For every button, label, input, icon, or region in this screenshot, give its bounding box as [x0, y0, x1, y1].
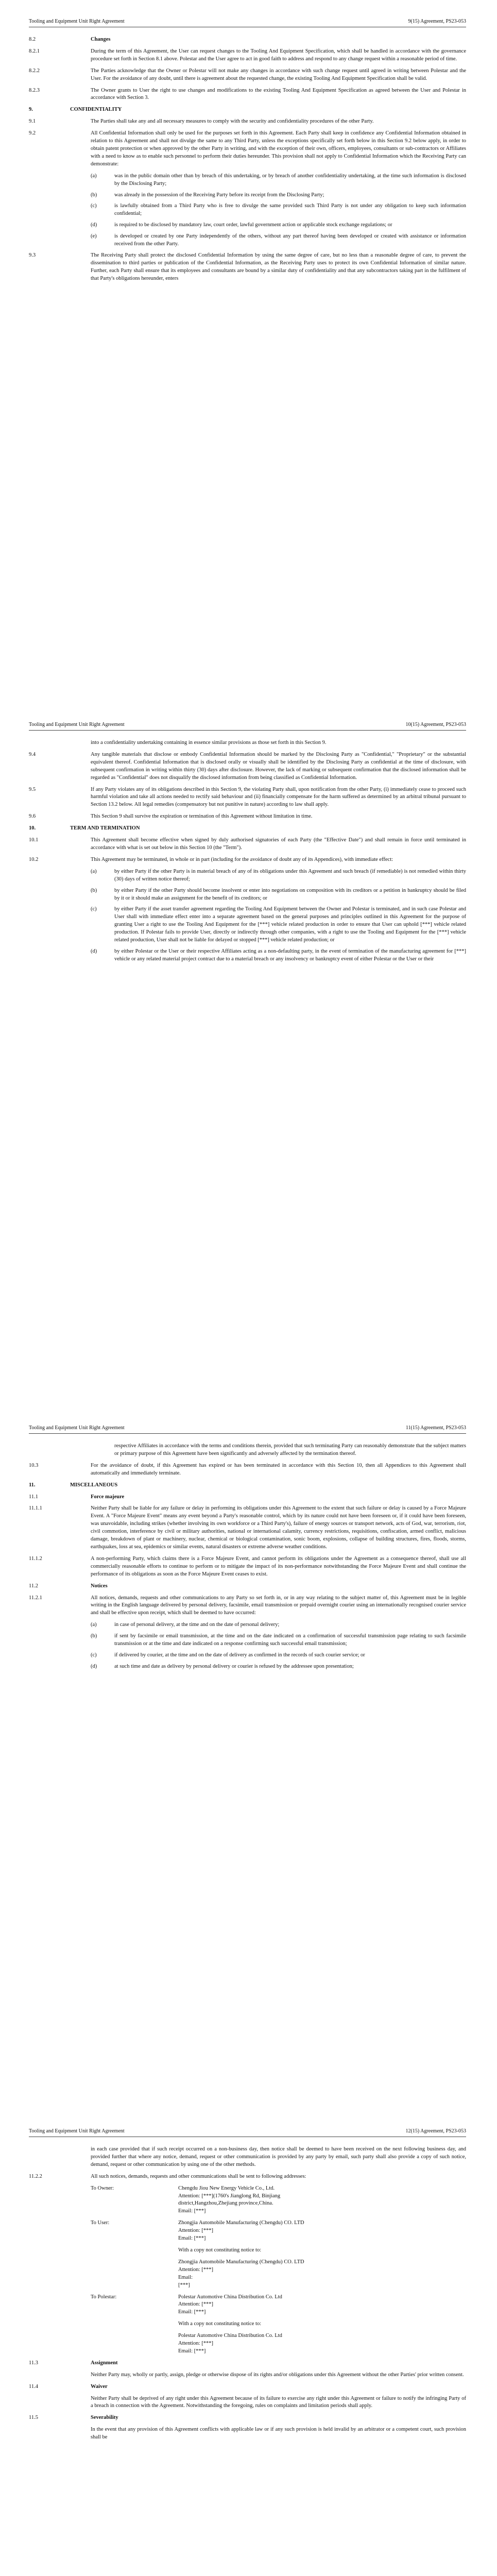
- header-rule: [29, 1433, 466, 1434]
- header-rule: [29, 730, 466, 731]
- item-label: (b): [91, 887, 97, 893]
- notice-address: [178, 2185, 466, 2216]
- notice-user: [91, 2219, 466, 2289]
- address-line: Attention: [***](1760's Jianglong Rd, Binjiang: [178, 2193, 281, 2199]
- section-number: 9.: [29, 107, 33, 113]
- page-9: [0, 0, 497, 703]
- section-heading: Changes: [91, 37, 111, 42]
- address-line: Email: [***]: [178, 2208, 206, 2214]
- page-content: [29, 1443, 466, 2063]
- section-heading: TERM AND TERMINATION: [70, 825, 140, 832]
- item-label: (d): [91, 1663, 97, 1669]
- section-number: 9.1: [29, 118, 36, 125]
- address-line: Zhongjia Automobile Manufacturing (Chengdu) CO. LTD: [178, 2220, 304, 2226]
- header-page-ref: 9(15) Agreement, PS23-053: [408, 19, 466, 24]
- section-number: 10.3: [29, 1462, 39, 1468]
- clause-text: For the avoidance of doubt, if this Agreement has expired or has been terminated in accordance with this Section 10, then all Appendices to this Agreement shall automatically and immediately terminate.: [91, 1462, 466, 1476]
- item-label: (c): [91, 203, 97, 209]
- page-header: [29, 2128, 466, 2136]
- section-heading: Notices: [91, 1583, 108, 1589]
- item-text: is developed or created by one Party independently of the others, without any part thereof having been developed or created with assistance or information received from the other Party.: [114, 233, 466, 247]
- clause-text: This Section 9 shall survive the expiration or termination of this Agreement without limitation in time.: [91, 814, 313, 820]
- section-number: 10.2: [29, 856, 39, 862]
- section-number: 9.6: [29, 814, 36, 820]
- section-number: 11.: [29, 1482, 36, 1488]
- continued-text: into a confidentiality undertaking containing in essence similar provisions as those set forth in this Section 9.: [91, 740, 327, 745]
- section-number: 11.2.2: [29, 2173, 42, 2179]
- notice-address: [178, 2294, 466, 2355]
- section-heading: MISCELLANEOUS: [70, 1482, 118, 1488]
- copy-notice-label: With a copy not constituting notice to:: [178, 2321, 262, 2327]
- clause-text: All notices, demands, requests and other communications to any Party so set forth in, or in any way relating to the subject matter of, this Agreement must be in legible writing in the English language delivered by personal delivery, facsimile, email transmission or prepaid overnight courier using an internationally recognised courier service and shall be effective upon receipt, which shall be deemed to have occurred:: [91, 1595, 466, 1616]
- item-label: (e): [91, 233, 97, 240]
- clause-text: All such notices, demands, requests and other communications shall be sent to following addresses:: [91, 2173, 306, 2179]
- item-text: was in the public domain other than by breach of this undertaking, or by breach of another confidentiality undertaking, at the time such information is disclosed by the Disclosing Party;: [114, 173, 466, 187]
- page-content: [29, 739, 466, 1360]
- address-line: [***]: [178, 2282, 190, 2288]
- section-number: 11.1: [29, 1494, 38, 1500]
- clause-text: The Receiving Party shall protect the disclosed Confidential Information by using the same degree of care, but no less than a reasonable degree of care, to prevent the dissemination to third parties or publication of the Confidential Information, as the Receiving Party uses to protect its own Confidential Information of similar nature. Further, each Party shall ensure that its employees and consultants are bound by a similar duty of confidentiality and that any subcontractors taking part in the fulfilment of that Party's obligations hereunder, enters: [91, 252, 466, 281]
- clause-text: This Agreement shall become effective when signed by duly authorised signatories of each Party (the "Effective Date") and shall remain in force until terminated in accordance with what is set out below in this Section 10 (the "Term").: [91, 837, 466, 851]
- clause-text: Any tangible materials that disclose or embody Confidential Information should be marked by the Disclosing Party as "Confidential," "Proprietary" or the substantial equivalent thereof. Confidential Information that is disclosed orally or visually shall be identified by the Disclosing Party as confidential at the time of disclosure, with subsequent confirmation in writing within thirty (30) days after disclosure. However, the lack of marking or subsequent confirmation that the disclosed information shall be regarded as "Confidential" does not disqualify the disclosed information from being classified as Confidential Information.: [91, 751, 466, 781]
- item-text: by either Party if the other Party is in material breach of any of its obligations under this Agreement and such breach (if remediable) is not remedied within thirty (30) days of written notice thereof;: [114, 868, 466, 882]
- address-line: Email: [***]: [178, 2235, 206, 2242]
- address-line: Polestar Automotive China Distribution Co. Ltd: [178, 2333, 282, 2339]
- section-number: 9.3: [29, 252, 36, 258]
- section-number: 9.5: [29, 786, 36, 792]
- notice-owner: [91, 2185, 466, 2216]
- clause-text: All Confidential Information shall only be used for the purposes set forth in this Agreement. Each Party shall keep in confidence any Confidential Information obtained in relation to this Agreement and shall not divulge the same to any Third Party, unless the exceptions specifically set forth below in this Section 9.2 below apply, in order to obtain patent protection or when approved by the other Party in writing, and with the exception of their own, officers, employees, consultants or sub-contractors or Affiliates with a need to know as to enable such personnel to perform their duties hereunder. This provision shall not apply to Confidential Information which the Receiving Party can demonstrate:: [91, 130, 466, 167]
- section-heading: Waiver: [91, 2383, 108, 2389]
- item-text: if sent by facsimile or email transmission, at the time and on the date indicated on a confirmation of successful transmission page relating to such facsimile transmission or at the time and date indicated on a response confirming such successful email transmission;: [114, 1633, 466, 1647]
- notice-recipient-label: To Polestar:: [91, 2294, 117, 2300]
- page-10: [0, 703, 497, 1406]
- address-line: Attention: [***]: [178, 2228, 213, 2234]
- continued-text: in each case provided that if such receipt occurred on a non-business day, then notice shall be deemed to have been received on the next following business day, and provided further that where any notice, demand, request or other communication is provided by any party by email, such party shall also provide a copy of such notice, demand, request or other communication by using one of the other methods.: [91, 2146, 466, 2167]
- section-number: 11.3: [29, 2360, 38, 2366]
- section-number: 11.2: [29, 1583, 38, 1589]
- notice-recipient-label: To Owner:: [91, 2185, 114, 2191]
- clause-text: This Agreement may be terminated, in whole or in part (including for the avoidance of doubt any of its Appendices), with immediate effect:: [91, 856, 393, 862]
- clause-text: Neither Party may, wholly or partly, assign, pledge or otherwise dispose of its rights and/or obligations under this Agreement without the other Parties' prior written consent.: [91, 2371, 464, 2378]
- section-number: 11.2.1: [29, 1595, 42, 1601]
- header-title: Tooling and Equipment Unit Right Agreement: [29, 1425, 125, 1431]
- section-number: 8.2: [29, 37, 36, 42]
- section-number: 8.2.1: [29, 48, 40, 54]
- clause-text: The Parties shall take any and all necessary measures to comply with the security and confidentiality procedures of the other Party.: [91, 118, 374, 125]
- notice-recipient-label: To User:: [91, 2220, 110, 2226]
- section-number: 9.4: [29, 751, 36, 757]
- address-line: district,Hangzhou,Zhejiang province,China.: [178, 2200, 273, 2207]
- page-11: [0, 1406, 497, 2110]
- item-text: at such time and date as delivery by personal delivery or courier is refused by the addressee upon presentation;: [114, 1663, 354, 1669]
- item-text: by either Party if the other Party should become insolvent or enter into negotiations on composition with its creditors or a petition in bankruptcy should be filed by it or it should make an assignment for the benefit of its creditors; or: [114, 887, 466, 901]
- section-number: 8.2.2: [29, 67, 40, 74]
- clause-text: During the term of this Agreement, the User can request changes to the Tooling And Equipment Specification, which shall be handled in accordance with the governance procedure set forth in Section 8.1 above. Polestar and the User agree to act in good faith to address and respond to any change request within a reasonable period of time.: [91, 48, 466, 62]
- item-text: in case of personal delivery, at the time and on the date of personal delivery;: [114, 1622, 280, 1628]
- section-heading: Severability: [91, 2415, 118, 2421]
- continued-text: respective Affiliates in accordance with the terms and conditions therein, provided that such terminating Party can reasonably demonstrate that the subject matters or primary purpose of this Agreement have been significantly and adversely affected by the termination thereof.: [114, 1443, 466, 1456]
- section-number: 11.1.2: [29, 1555, 42, 1562]
- address-line: Attention: [***]: [178, 2266, 213, 2273]
- section-number: 11.4: [29, 2383, 38, 2389]
- item-label: (b): [91, 1633, 97, 1639]
- address-line: Chengdu Jiou New Energy Vehicle Co., Ltd.: [178, 2185, 275, 2191]
- section-number: 11.5: [29, 2415, 38, 2421]
- header-title: Tooling and Equipment Unit Right Agreement: [29, 2128, 125, 2134]
- address-line: Polestar Automotive China Distribution Co. Ltd: [178, 2294, 282, 2300]
- header-page-ref: 12(15) Agreement, PS23-053: [405, 2128, 466, 2134]
- item-text: if delivered by courier, at the time and on the date of delivery as confirmed in the records of such courier service; or: [114, 1652, 365, 1658]
- notice-polestar: [91, 2294, 466, 2355]
- clause-text: A non-performing Party, which claims there is a Force Majeure Event, and cannot perform its obligations under the Agreement as a consequence thereof, shall use all commercially reasonable efforts to continue to perform or to mitigate the impact of its non-performance notwithstanding the Force Majeure Event and shall continue the performance of its obligations as soon as the Force Majeure Event ceases to exist.: [91, 1555, 466, 1577]
- item-label: (a): [91, 868, 97, 874]
- item-label: (c): [91, 1652, 97, 1658]
- page-header: [29, 19, 466, 26]
- item-text: is required to be disclosed by mandatory law, court order, lawful government action or applicable stock exchange regulations; or: [114, 222, 392, 228]
- section-heading: Assignment: [91, 2360, 118, 2366]
- item-label: (a): [91, 173, 97, 179]
- item-label: (c): [91, 906, 97, 912]
- header-title: Tooling and Equipment Unit Right Agreement: [29, 722, 125, 727]
- page-12: [0, 2110, 497, 2576]
- section-number: 10.1: [29, 837, 39, 843]
- item-text: by either Polestar or the User or their respective Affiliates acting as a non-defaulting party, in the event of termination of the manufacturing agreement for [***] vehicle or any related material project contract due to a material breach or any insolvency or bankruptcy event of either Polestar or the User or their: [114, 948, 466, 962]
- address-line: Email: [***]: [178, 2309, 206, 2315]
- address-line: Email: [***]: [178, 2348, 206, 2354]
- section-heading: CONFIDENTIALITY: [70, 107, 122, 113]
- section-number: 11.1.1: [29, 1505, 42, 1512]
- section-heading: Force majeure: [91, 1494, 125, 1500]
- section-number: 10.: [29, 825, 36, 832]
- section-number: 9.2: [29, 130, 36, 137]
- clause-text: The Parties acknowledge that the Owner or Polestar will not make any changes in accordance with such change request until agreed in writing between Polestar and the User. For the avoidance of any doubt, until there is agreement about the requested change, the existing Tooling And Equipment Specification shall be valid.: [91, 67, 466, 81]
- page-content: [29, 36, 466, 657]
- address-line: Attention: [***]: [178, 2341, 213, 2347]
- address-line: Zhongjia Automobile Manufacturing (Chengdu) CO. LTD: [178, 2259, 304, 2265]
- item-label: (b): [91, 192, 97, 198]
- clause-text: Neither Party shall be deprived of any right under this Agreement because of its failure to exercise any right under this Agreement or failure to notify the infringing Party of a breach in connection with the Agreement. Notwithstanding the foregoing, rules on complaints and limitation periods shall apply.: [91, 2395, 466, 2409]
- header-title: Tooling and Equipment Unit Right Agreement: [29, 19, 125, 24]
- item-text: was already in the possession of the Receiving Party before its receipt from the Disclosing Party;: [114, 192, 324, 198]
- item-label: (a): [91, 1622, 97, 1628]
- item-text: is lawfully obtained from a Third Party who is free to divulge the same provided such Third Party is not under any obligation to keep such information confidential;: [114, 203, 466, 217]
- address-line: Attention: [***]: [178, 2301, 213, 2308]
- page-header: [29, 722, 466, 729]
- header-page-ref: 11(15) Agreement, PS23-053: [405, 1425, 466, 1431]
- page-content: [29, 2146, 466, 2576]
- item-label: (d): [91, 948, 97, 954]
- copy-notice-label: With a copy not constituting notice to:: [178, 2247, 262, 2253]
- address-line: Email:: [178, 2274, 193, 2280]
- item-text: by either Party if the asset transfer agreement regarding the Tooling And Equipment between the Owner and Polestar is terminated, and in such case Polestar and User shall with immediate effect enter into a separate agreement based on the general purposes and principles outlined in this Agreement for the purpose of granting User a right to use the Tooling And Equipment for the [***] vehicle related production in order to ensure that User can uphold [***] vehicle related production. If Polestar fails to provide User, directly or indirectly through other companies, with a right to use the Tooling and Equipment for the [***] vehicle related production, User shall not be liable for delayed or stopped [***] vehicle related production; or: [114, 906, 466, 943]
- clause-text: The Owner grants to User the right to use changes and modifications to the existing Tooling And Equipment Specification as agreed between the User and Polestar in accordance with Section 3.: [91, 87, 466, 101]
- clause-text: Neither Party shall be liable for any failure or delay in performing its obligations under this Agreement to the extent that such failure or delay is caused by a Force Majeure Event. A "Force Majeure Event" means any event beyond a Party's reasonable control, which by its nature could not have been foreseen or, if it could have been foreseen, was unavoidable, including strikes (whether involving its own workforce or a Third Party's), failure of energy sources or transport network, acts of God, war, terrorism, riot, civil commotion, interference by civil or military authorities, national or international calamity, currency restrictions, requisitions, confiscation, armed conflict, malicious damage, breakdown of plant or machinery, nuclear, chemical or biological contamination, sonic boom, explosions, collapse of building structures, fires, floods, storms, earthquakes, loss at sea, epidemics or similar events, natural disasters or extreme adverse weather conditions.: [91, 1505, 466, 1550]
- page-header: [29, 1425, 466, 1432]
- header-page-ref: 10(15) Agreement, PS23-053: [405, 722, 466, 727]
- section-number: 8.2.3: [29, 87, 40, 93]
- item-label: (d): [91, 222, 97, 228]
- notice-address: [178, 2219, 466, 2289]
- clause-text: If any Party violates any of its obligations described in this Section 9, the violating Party shall, upon notification from the other Party, (i) immediately cease to proceed such harmful violation and take all actions needed to rectify said behaviour and (ii) financially compensate for the harm suffered as determined by an arbitral tribunal pursuant to Section 13.2 below. All legal remedies (compensatory but not punitive in nature) according to law shall apply.: [91, 786, 466, 808]
- clause-text: In the event that any provision of this Agreement conflicts with applicable law or if any such provision is held invalid by an arbitrator or a competent court, such provision shall be: [91, 2427, 466, 2441]
